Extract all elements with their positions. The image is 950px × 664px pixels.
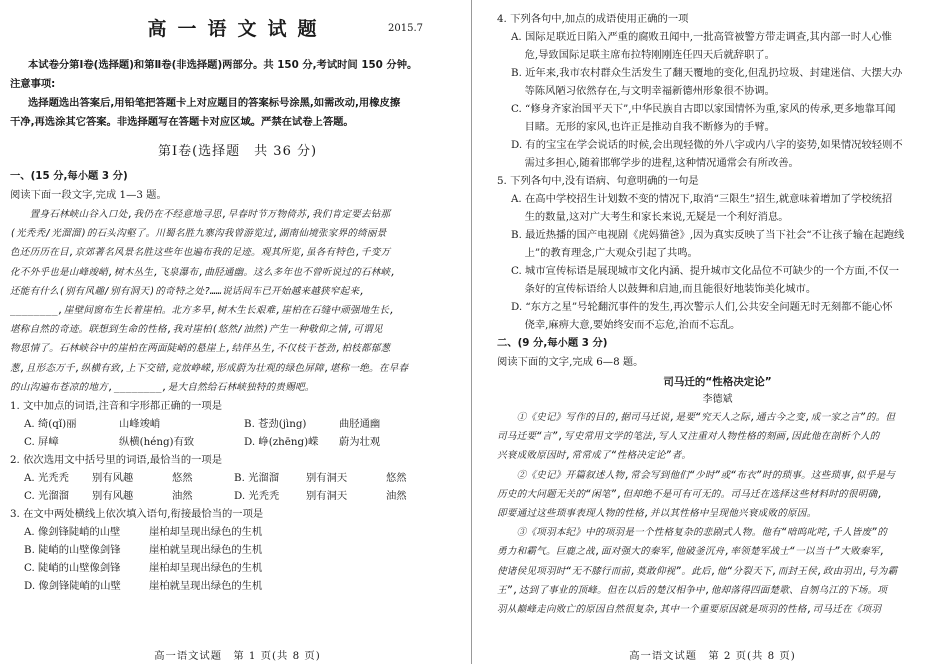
passage-line: 色还历历在目,京郊著名风景名胜这些年也遍布我的足迹。观其所览,虽各有特色,千变万	[10, 247, 391, 259]
article-title: 司马迁的“性格决定论”	[663, 376, 772, 388]
page-footer: 高一语文试题 第 1 页(共 8 页)	[154, 650, 321, 662]
exam-date: 2015.7	[388, 23, 423, 34]
option-row	[10, 433, 465, 451]
option-cell: C. 屏嶂	[24, 436, 59, 449]
passage-line: 葱,且形态万千,纵横有致,上下交错,竞放峥嵘,形成蔚为壮观的绿色屏障,堪称一绝。在早春	[10, 362, 409, 374]
option-cell: 别有风趣	[92, 490, 134, 503]
option-cell: D. 峥(zhēng)嵘	[244, 436, 319, 449]
option-cell: 曲胫通幽	[339, 418, 381, 431]
article-author: 李德斌	[702, 394, 733, 405]
option-cell: B. 苍劲(jìng)	[244, 418, 307, 431]
reading-passage	[10, 205, 465, 397]
article-line: 羽从巅峰走向败亡的原因自然很复杂,其中一个重要原因就是项羽的性格,司马迁在《项羽	[497, 604, 882, 616]
option-line: 生的数量,这对广大考生和家长来说,无疑是一个利好消息。	[511, 211, 789, 223]
article-line: 兴衰成败原因时,常常成了“性格决定论”者。	[497, 450, 692, 462]
article-line: 历史的大问题无关的“闲笔”,但却绝不是可有可无的。司马迁在选择这些材料时的很明确,	[497, 488, 884, 500]
section-instruction: 阅读下面的文字,完成 6—8 题。	[497, 356, 644, 368]
passage-line: (光秃秃/光溜溜)的石头沟壑了。川蜀名胜九寨沟我曾游览过,湖南仙境张家界的绮丽景	[10, 228, 387, 240]
option-cell: 崖柏就呈现出绿色的生机	[149, 544, 263, 557]
option-row	[10, 487, 465, 505]
option-cell: 蔚为壮观	[339, 436, 381, 449]
option-line: 等陈风陋习依然存在,与文明幸福新德州形象很不协调。	[511, 85, 775, 97]
option-line: 侥幸,麻痹大意,要始终安而不忘危,治而不忘乱。	[511, 319, 741, 331]
question-2: 2. 依次选用文中括号里的词语,最恰当的一项是	[10, 454, 223, 467]
question-4: 4. 下列各句中,加点的成语使用正确的一项	[497, 13, 689, 25]
option-cell: 别有洞天	[306, 490, 348, 503]
option-cell: 悠然	[386, 472, 407, 485]
option-row	[10, 577, 465, 595]
article-line: 勇力和霸气。巨鹿之战,面对强大的秦军,他破釜沉舟,率领楚军战士“一以当十”大败秦军,	[497, 546, 886, 558]
option-cell: 崖柏却呈现出绿色的生机	[149, 562, 263, 575]
section-heading: 二、(9 分,每小题 3 分)	[497, 337, 608, 349]
article-line: ③《项羽本纪》中的项羽是一个性格复杂的悲剧式人物。他有“喑呜叱咤,千人皆废”的	[497, 527, 888, 539]
article-line: ②《史记》开篇叙述人物,常会写到他们“少时”或“布衣”时的琐事。这些琐事,似乎是与	[497, 469, 896, 481]
article-line: ①《史记》写作的目的,据司马迁说,是要“究天人之际,通古今之变,成一家之言”的。但	[497, 412, 896, 423]
option-cell: C. 陡峭的山壁像剑锋	[24, 562, 121, 575]
option-line: B. 近年来,我市农村群众生活发生了翻天覆地的变化,但乱扔垃圾、封建迷信、大摆大办	[511, 67, 903, 79]
option-line: 需过多担心,随着邯郸学步的进程,这种情况通常会有所改善。	[511, 157, 799, 169]
page-divider	[471, 0, 472, 664]
passage-line: 物思情了。石林峡谷中的崖柏在两面陡峭的悬崖上,结伴丛生,不仅枝干苍劲,柏枝都郁葱	[10, 343, 391, 355]
article-line: 使诸侯见项羽时“无不膝行而前,莫敢仰视”。此后,他“分裂天下,而封王侯,政由羽出,号为霸	[497, 565, 898, 577]
option-cell: 别有洞天	[306, 472, 348, 485]
option-cell: 崖柏却呈现出绿色的生机	[149, 526, 263, 539]
option-cell: D. 光秃秃	[234, 490, 280, 503]
section-heading: 一、(15 分,每小题 3 分)	[10, 170, 128, 182]
option-line: 条好的宣传标语给人以鼓舞和启迪,而且能很好地装饰美化城市。	[511, 283, 817, 295]
option-line: C. “修身齐家治国平天下”,中华民族自古即以家国情怀为重,家风的传承,更多地靠耳闻	[511, 103, 896, 115]
option-line: C. 城市宣传标语是展现城市文化内涵、提升城市文化品位不可缺少的一个方面,不仅一	[511, 265, 900, 277]
option-line: 目睹。无形的家风,也许正是推动自我不断修为的手臂。	[511, 121, 775, 133]
question-4-options	[497, 28, 938, 172]
notice-label: 注意事项:	[10, 78, 56, 90]
option-line: 上”的教育理念,广大观众引起了共鸣。	[511, 247, 698, 259]
question-2-options	[10, 469, 465, 505]
notice-line: 选择题选出答案后,用铅笔把答题卡上对应题目的答案标号涂黑,如需改动,用橡皮擦	[28, 97, 401, 109]
passage-line: ________,崖壁间窗布生长着崖柏。北方多旱,树木生长艰难,崖柏在石缝中顽强地生长,	[10, 305, 396, 317]
option-cell: 油然	[172, 490, 193, 503]
passage-line: 堪称自然的奇迹。联想到生命的性格,我对崖柏(悠然/油然)产生一种敬仰之情,可谓见	[10, 324, 383, 336]
option-line: 危,导致国际足联主席布拉特刚刚连任四天后就辞职了。	[511, 49, 775, 61]
question-3: 3. 在文中两处横线上依次填入语句,衔接最恰当的一项是	[10, 508, 264, 521]
question-5: 5. 下列各句中,没有语病、句意明确的一句是	[497, 175, 699, 187]
article-line: 司马迁要“言”,写史常用文学的笔法,写人又注重对人物性格的刻画,因此他在剖析个人的	[497, 431, 880, 443]
option-cell: 纵横(héng)有致	[119, 436, 195, 449]
option-cell: 油然	[386, 490, 407, 503]
notice-line: 干净,再选涂其它答案。非选择题写在答题卡对应区域。严禁在试卷上答题。	[10, 116, 354, 128]
question-3-options	[10, 523, 465, 595]
option-cell: A. 像剑锋陡峭的山壁	[24, 526, 121, 539]
question-5-options	[497, 190, 938, 334]
option-line: D. 有的宝宝在学会说话的时候,会出现轻微的外八字或内八字的姿势,如果情况较轻则不	[511, 139, 903, 151]
page-footer: 高一语文试题 第 2 页(共 8 页)	[629, 650, 796, 662]
article-line: 王”,达到了事业的顶峰。但在以后的楚汉相争中,他却落得四面楚歌、自刎乌江的下场。项	[497, 584, 888, 596]
option-cell: A. 绮(qǐ)丽	[24, 418, 77, 431]
option-row	[10, 541, 465, 559]
option-row	[10, 415, 465, 433]
exam-intro: 本试卷分第Ⅰ卷(选择题)和第Ⅱ卷(非选择题)两部分。共 150 分,考试时间 150 分钟。	[28, 59, 418, 71]
option-cell: 山峰竣峭	[119, 418, 161, 431]
option-row	[10, 559, 465, 577]
part-title: 第Ⅰ卷(选择题 共 36 分)	[157, 144, 318, 159]
section-instruction: 阅读下面一段文字,完成 1—3 题。	[10, 189, 167, 201]
question-1: 1. 文中加点的词语,注音和字形都正确的一项是	[10, 400, 223, 413]
passage-line: 置身石林峡山谷入口处,我仍在不经意地寻思,早春时节万物倚苏,我们肯定要去钻那	[10, 209, 391, 220]
article-line: 即要通过这些琐事表现人物的性格,并以其性格中呈现他兴衰成败的原因。	[497, 508, 817, 520]
question-1-options	[10, 415, 465, 451]
option-cell: D. 像剑锋陡峭的山壁	[24, 580, 121, 593]
option-line: D. “东方之星”号轮翻沉事件的发生,再次警示人们,公共安全问题无时无刻都不能心怀	[511, 301, 893, 313]
passage-line: 还能有什么(别有风趣/别有洞天)的奇特之处?……说话间车已开始越来越狭窄起来,	[10, 285, 366, 297]
exam-title-text: 高一语文试题	[147, 18, 328, 40]
article-body	[497, 408, 938, 619]
option-row	[10, 523, 465, 541]
exam-title	[10, 14, 465, 44]
option-cell: B. 光溜溜	[234, 472, 280, 485]
option-line: A. 国际足联近日陷入严重的腐败丑闻中,一批高管被警方带走调查,其内部一时人心惟	[511, 31, 892, 43]
option-cell: 崖柏就呈现出绿色的生机	[149, 580, 263, 593]
option-line: A. 在高中学校招生计划数不变的情况下,取消“三限生”招生,就意味着增加了学校统招	[511, 193, 893, 205]
option-cell: A. 光秃秃	[24, 472, 69, 485]
page-2	[475, 0, 950, 664]
option-cell: 悠然	[172, 472, 193, 485]
passage-line: 的山沟遍布苍凉的地方,________,是大自然给石林峡独特的贵赐吧。	[10, 381, 315, 393]
option-row	[10, 469, 465, 487]
passage-line: 化不外乎也是山峰竣峭,树木丛生,飞泉瀑布,曲胫通幽。这么多年也不曾听说过的石林峡,	[10, 266, 397, 278]
option-cell: C. 光溜溜	[24, 490, 69, 503]
option-line: B. 最近热播的国产电视剧《虎妈猫爸》,因为真实反映了当下社会“不让孩子输在起跑线	[511, 229, 905, 241]
option-cell: 别有风趣	[92, 472, 134, 485]
option-cell: B. 陡峭的山壁像剑锋	[24, 544, 121, 557]
